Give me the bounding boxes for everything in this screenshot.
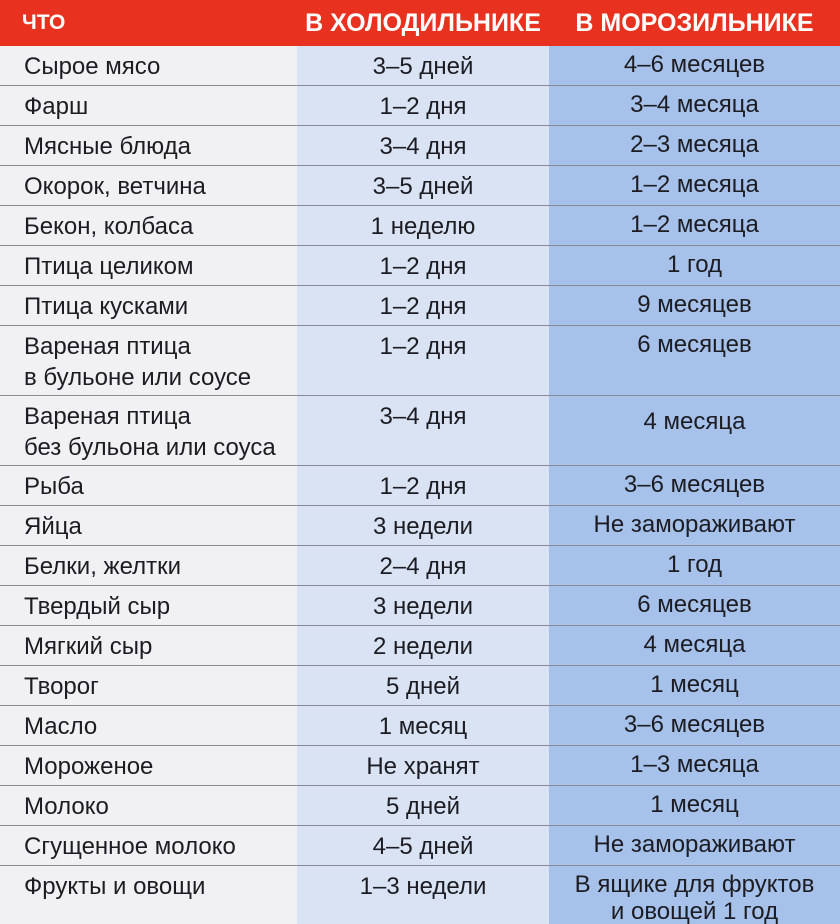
fridge-cell: 5 дней [297,786,549,825]
table-row [0,396,840,466]
freezer-cell: 3–6 месяцев [549,706,840,745]
freezer-cell: 1 месяц [549,786,840,825]
fridge-cell: 3–4 дня [297,396,549,465]
item-line: Вареная птица [24,333,191,360]
item-cell: Масло [0,706,297,745]
fridge-cell: 1–3 недели [297,866,549,924]
freezer-line: и овощей 1 год [610,898,779,924]
fridge-cell: 3–5 дней [297,166,549,205]
fridge-cell: 3 недели [297,586,549,625]
fridge-cell: 1–2 дня [297,286,549,325]
freezer-cell [549,866,840,924]
fridge-cell: 5 дней [297,666,549,705]
fridge-cell: 3–5 дней [297,46,549,85]
fridge-cell: 3–4 дня [297,126,549,165]
table-row [0,826,840,866]
header-freezer: В МОРОЗИЛЬНИКЕ [575,9,814,37]
item-cell: Мороженое [0,746,297,785]
freezer-cell: 4–6 месяцев [549,46,840,85]
item-cell: Творог [0,666,297,705]
item-cell [0,326,297,395]
table-row [0,466,840,506]
fridge-cell: 1–2 дня [297,246,549,285]
freezer-cell: 1 год [549,546,840,585]
freezer-cell: 3–6 месяцев [549,466,840,505]
freezer-cell: 3–4 месяца [549,86,840,125]
item-cell [0,396,297,465]
item-line: в бульоне или соусе [24,364,252,391]
item-cell: Фрукты и овощи [0,866,297,924]
fridge-cell: 1–2 дня [297,466,549,505]
freezer-cell: 1–2 месяца [549,166,840,205]
fridge-cell: 2–4 дня [297,546,549,585]
table-row [0,326,840,396]
item-line: Вареная птица [24,403,191,430]
item-cell: Твердый сыр [0,586,297,625]
table-row [0,286,840,326]
item-cell: Сырое мясо [0,46,297,85]
item-cell: Яйца [0,506,297,545]
table-row [0,506,840,546]
item-cell: Мясные блюда [0,126,297,165]
item-cell: Окорок, ветчина [0,166,297,205]
table-row [0,746,840,786]
freezer-cell: 4 месяца [549,396,840,465]
table-row [0,706,840,746]
item-cell: Молоко [0,786,297,825]
freezer-cell: 2–3 месяца [549,126,840,165]
item-cell: Фарш [0,86,297,125]
item-line: без бульона или соуса [24,434,276,461]
fridge-cell: 1 неделю [297,206,549,245]
fridge-cell: 3 недели [297,506,549,545]
item-cell: Бекон, колбаса [0,206,297,245]
freezer-cell: 1 месяц [549,666,840,705]
freezer-cell: 1 год [549,246,840,285]
fridge-cell: 1–2 дня [297,86,549,125]
table-row [0,46,840,86]
fridge-cell: 4–5 дней [297,826,549,865]
freezer-cell: 6 месяцев [549,586,840,625]
table-row [0,126,840,166]
table-row [0,86,840,126]
header-what: ЧТО [22,11,66,34]
table-row [0,626,840,666]
freezer-cell: Не замораживают [549,506,840,545]
header-fridge: В ХОЛОДИЛЬНИКЕ [305,9,541,37]
item-cell: Сгущенное молоко [0,826,297,865]
freezer-cell: Не замораживают [549,826,840,865]
table-row [0,666,840,706]
freezer-cell: 6 месяцев [549,326,840,395]
table-header [0,0,840,46]
item-cell: Белки, желтки [0,546,297,585]
item-cell: Рыба [0,466,297,505]
fridge-cell: 1 месяц [297,706,549,745]
table-row [0,586,840,626]
freezer-line: В ящике для фруктов [574,871,815,898]
freezer-cell: 1–3 месяца [549,746,840,785]
item-cell: Птица кусками [0,286,297,325]
table-row [0,246,840,286]
fridge-cell: Не хранят [297,746,549,785]
freezer-cell: 1–2 месяца [549,206,840,245]
freezer-cell: 9 месяцев [549,286,840,325]
table-row [0,546,840,586]
item-cell: Птица целиком [0,246,297,285]
item-cell: Мягкий сыр [0,626,297,665]
table-row [0,786,840,826]
freezer-cell: 4 месяца [549,626,840,665]
table-row [0,866,840,924]
fridge-cell: 1–2 дня [297,326,549,395]
fridge-cell: 2 недели [297,626,549,665]
table-row [0,206,840,246]
table-row [0,166,840,206]
